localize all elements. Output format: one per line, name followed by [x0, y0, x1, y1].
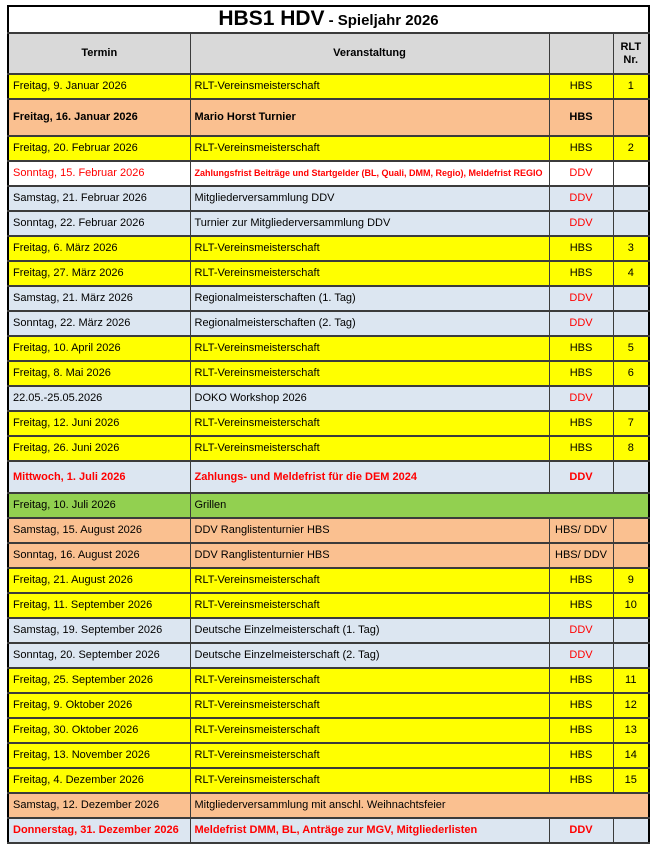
rlt-cell: 10	[613, 593, 649, 618]
schedule-sheet	[7, 5, 648, 844]
org-cell: DDV	[549, 186, 613, 211]
org-cell: HBS	[549, 99, 613, 136]
column-header-rlt	[613, 33, 649, 74]
termin-cell: Freitag, 21. August 2026	[8, 568, 190, 593]
table-row	[8, 99, 649, 136]
event-cell: RLT-Vereinsmeisterschaft	[190, 568, 549, 593]
org-cell: DDV	[549, 286, 613, 311]
event-cell: RLT-Vereinsmeisterschaft	[190, 336, 549, 361]
page-title-main: HBS1 HDV	[218, 7, 325, 31]
rlt-cell: 13	[613, 718, 649, 743]
table-row	[8, 386, 649, 411]
table-row	[8, 161, 649, 186]
org-cell: HBS	[549, 236, 613, 261]
org-cell: DDV	[549, 386, 613, 411]
table-row	[8, 743, 649, 768]
column-header-termin: Termin	[8, 33, 190, 74]
table-row	[8, 211, 649, 236]
termin-cell: Sonntag, 22. März 2026	[8, 311, 190, 336]
org-cell: HBS	[549, 743, 613, 768]
termin-cell: Freitag, 4. Dezember 2026	[8, 768, 190, 793]
termin-cell: Freitag, 9. Januar 2026	[8, 74, 190, 99]
event-cell: RLT-Vereinsmeisterschaft	[190, 261, 549, 286]
org-cell: HBS	[549, 668, 613, 693]
event-cell: RLT-Vereinsmeisterschaft	[190, 411, 549, 436]
rlt-cell: 3	[613, 236, 649, 261]
termin-cell: Samstag, 19. September 2026	[8, 618, 190, 643]
event-cell: Turnier zur Mitgliederversammlung DDV	[190, 211, 549, 236]
termin-cell: Samstag, 15. August 2026	[8, 518, 190, 543]
event-cell: RLT-Vereinsmeisterschaft	[190, 136, 549, 161]
org-cell: DDV	[549, 461, 613, 493]
org-cell: HBS/ DDV	[549, 543, 613, 568]
table-row	[8, 136, 649, 161]
event-cell: Deutsche Einzelmeisterschaft (2. Tag)	[190, 643, 549, 668]
event-cell: RLT-Vereinsmeisterschaft	[190, 74, 549, 99]
termin-cell: Samstag, 12. Dezember 2026	[8, 793, 190, 818]
table-row	[8, 461, 649, 493]
column-header-rlt-line1: RLT	[620, 40, 642, 53]
table-row	[8, 668, 649, 693]
org-cell: HBS	[549, 411, 613, 436]
org-cell: DDV	[549, 211, 613, 236]
table-row	[8, 593, 649, 618]
rlt-cell: 8	[613, 436, 649, 461]
termin-cell: Sonntag, 16. August 2026	[8, 543, 190, 568]
event-cell: RLT-Vereinsmeisterschaft	[190, 593, 549, 618]
event-cell: DOKO Workshop 2026	[190, 386, 549, 411]
org-cell: HBS	[549, 718, 613, 743]
table-row	[8, 718, 649, 743]
rlt-cell	[613, 518, 649, 543]
termin-cell: Samstag, 21. Februar 2026	[8, 186, 190, 211]
termin-cell: Freitag, 10. Juli 2026	[8, 493, 190, 518]
column-header-row	[8, 33, 649, 74]
termin-cell: Freitag, 25. September 2026	[8, 668, 190, 693]
rlt-cell	[613, 311, 649, 336]
org-cell: DDV	[549, 643, 613, 668]
table-row	[8, 286, 649, 311]
table-row	[8, 311, 649, 336]
event-cell: RLT-Vereinsmeisterschaft	[190, 436, 549, 461]
rlt-cell: 15	[613, 768, 649, 793]
rlt-cell	[613, 161, 649, 186]
table-row	[8, 643, 649, 668]
org-cell: DDV	[549, 818, 613, 843]
rlt-cell: 1	[613, 74, 649, 99]
table-row	[8, 493, 649, 518]
rlt-cell	[613, 543, 649, 568]
org-cell: HBS	[549, 74, 613, 99]
org-cell: HBS	[549, 436, 613, 461]
column-header-org	[549, 33, 613, 74]
table-row	[8, 336, 649, 361]
rlt-cell	[613, 643, 649, 668]
termin-cell: Freitag, 30. Oktober 2026	[8, 718, 190, 743]
rlt-cell	[613, 618, 649, 643]
termin-cell: Freitag, 8. Mai 2026	[8, 361, 190, 386]
org-cell: HBS	[549, 136, 613, 161]
event-cell: Mitgliederversammlung DDV	[190, 186, 549, 211]
termin-cell: Mittwoch, 1. Juli 2026	[8, 461, 190, 493]
event-cell: RLT-Vereinsmeisterschaft	[190, 743, 549, 768]
termin-cell: Sonntag, 20. September 2026	[8, 643, 190, 668]
table-row	[8, 768, 649, 793]
column-header-rlt-line2: Nr.	[623, 53, 639, 66]
event-cell: Deutsche Einzelmeisterschaft (1. Tag)	[190, 618, 549, 643]
rlt-cell: 2	[613, 136, 649, 161]
event-cell: Regionalmeisterschaften (1. Tag)	[190, 286, 549, 311]
event-cell: Regionalmeisterschaften (2. Tag)	[190, 311, 549, 336]
rlt-cell	[613, 99, 649, 136]
org-cell: HBS	[549, 361, 613, 386]
event-cell: Meldefrist DMM, BL, Anträge zur MGV, Mitgliederlisten	[190, 818, 549, 843]
termin-cell: Freitag, 10. April 2026	[8, 336, 190, 361]
termin-cell: Freitag, 26. Juni 2026	[8, 436, 190, 461]
rlt-cell	[613, 461, 649, 493]
page-title-sub: - Spieljahr 2026	[328, 12, 439, 30]
event-cell: RLT-Vereinsmeisterschaft	[190, 693, 549, 718]
rlt-cell: 12	[613, 693, 649, 718]
event-cell: RLT-Vereinsmeisterschaft	[190, 236, 549, 261]
event-cell: RLT-Vereinsmeisterschaft	[190, 668, 549, 693]
termin-cell: Samstag, 21. März 2026	[8, 286, 190, 311]
termin-cell: Freitag, 20. Februar 2026	[8, 136, 190, 161]
table-row	[8, 436, 649, 461]
termin-cell: Sonntag, 15. Februar 2026	[8, 161, 190, 186]
org-cell: HBS	[549, 261, 613, 286]
rlt-cell: 9	[613, 568, 649, 593]
org-cell: DDV	[549, 161, 613, 186]
termin-cell: Freitag, 16. Januar 2026	[8, 99, 190, 136]
event-cell: RLT-Vereinsmeisterschaft	[190, 361, 549, 386]
column-header-veranstaltung: Veranstaltung	[190, 33, 549, 74]
table-row	[8, 361, 649, 386]
org-cell: HBS	[549, 336, 613, 361]
table-row	[8, 186, 649, 211]
rlt-cell: 5	[613, 336, 649, 361]
rlt-cell	[613, 818, 649, 843]
event-cell: RLT-Vereinsmeisterschaft	[190, 768, 549, 793]
table-row	[8, 411, 649, 436]
org-cell: DDV	[549, 311, 613, 336]
termin-cell: 22.05.-25.05.2026	[8, 386, 190, 411]
rlt-cell: 14	[613, 743, 649, 768]
event-cell: Grillen	[190, 493, 649, 518]
termin-cell: Freitag, 6. März 2026	[8, 236, 190, 261]
org-cell: HBS/ DDV	[549, 518, 613, 543]
rlt-cell	[613, 211, 649, 236]
org-cell: HBS	[549, 593, 613, 618]
termin-cell: Freitag, 11. September 2026	[8, 593, 190, 618]
table-row	[8, 693, 649, 718]
table-row	[8, 518, 649, 543]
rlt-cell: 4	[613, 261, 649, 286]
termin-cell: Freitag, 9. Oktober 2026	[8, 693, 190, 718]
table-row	[8, 793, 649, 818]
table-row	[8, 236, 649, 261]
table-row	[8, 818, 649, 843]
org-cell: HBS	[549, 768, 613, 793]
table-row	[8, 618, 649, 643]
org-cell: HBS	[549, 568, 613, 593]
event-cell: DDV Ranglistenturnier HBS	[190, 518, 549, 543]
termin-cell: Freitag, 27. März 2026	[8, 261, 190, 286]
table-row	[8, 568, 649, 593]
schedule-table	[7, 5, 650, 844]
event-cell: Mario Horst Turnier	[190, 99, 549, 136]
title-row	[8, 6, 649, 33]
event-cell: DDV Ranglistenturnier HBS	[190, 543, 549, 568]
schedule-table-body	[8, 74, 649, 843]
rlt-cell: 6	[613, 361, 649, 386]
event-cell: RLT-Vereinsmeisterschaft	[190, 718, 549, 743]
termin-cell: Donnerstag, 31. Dezember 2026	[8, 818, 190, 843]
org-cell: DDV	[549, 618, 613, 643]
table-row	[8, 74, 649, 99]
table-row	[8, 261, 649, 286]
termin-cell: Freitag, 13. November 2026	[8, 743, 190, 768]
rlt-cell	[613, 386, 649, 411]
table-row	[8, 543, 649, 568]
event-cell: Zahlungsfrist Beiträge und Startgelder (BL, Quali, DMM, Regio), Meldefrist REGIO	[190, 161, 549, 186]
rlt-cell: 11	[613, 668, 649, 693]
termin-cell: Freitag, 12. Juni 2026	[8, 411, 190, 436]
rlt-cell	[613, 186, 649, 211]
org-cell: HBS	[549, 693, 613, 718]
event-cell: Zahlungs- und Meldefrist für die DEM 2024	[190, 461, 549, 493]
rlt-cell: 7	[613, 411, 649, 436]
event-cell: Mitgliederversammlung mit anschl. Weihnachtsfeier	[190, 793, 649, 818]
termin-cell: Sonntag, 22. Februar 2026	[8, 211, 190, 236]
rlt-cell	[613, 286, 649, 311]
page-title	[8, 6, 649, 33]
